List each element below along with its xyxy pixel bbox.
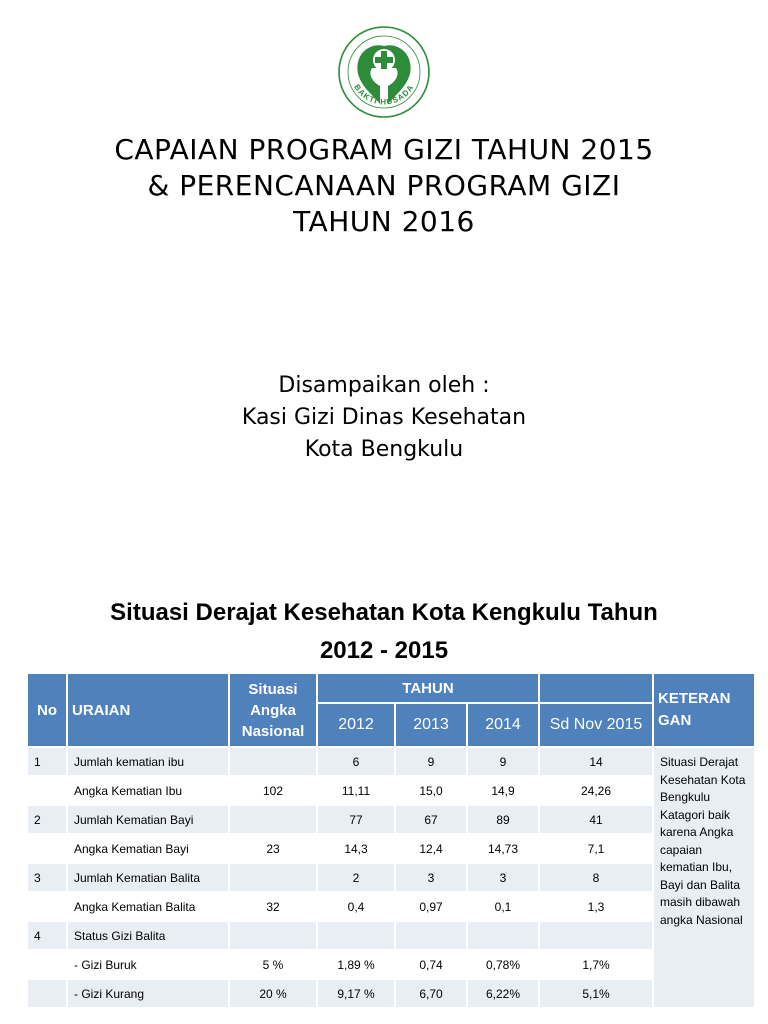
header-keterangan: KETERAN GAN	[653, 673, 755, 747]
cell-situasi	[229, 863, 317, 892]
cell-no: 2	[27, 805, 67, 834]
cell-2012: 14,3	[317, 834, 395, 863]
cell-no: 4	[27, 921, 67, 950]
cell-uraian: Angka Kematian Bayi	[67, 834, 229, 863]
cell-2015: 7,1	[539, 834, 653, 863]
cell-2013: 0,74	[395, 950, 467, 979]
cell-situasi	[229, 747, 317, 776]
header-blank	[539, 673, 653, 703]
cell-situasi: 32	[229, 892, 317, 921]
presenter-info	[20, 370, 748, 466]
cell-2015: 8	[539, 863, 653, 892]
cell-2012: 2	[317, 863, 395, 892]
cell-2013: 0,97	[395, 892, 467, 921]
cell-situasi: 23	[229, 834, 317, 863]
cell-situasi	[229, 805, 317, 834]
cell-uraian: Angka Kematian Ibu	[67, 776, 229, 805]
cell-no	[27, 776, 67, 805]
header-uraian: URAIAN	[67, 673, 229, 747]
table-row	[27, 950, 755, 979]
cell-2014	[467, 921, 539, 950]
header-year-2015: Sd Nov 2015	[539, 703, 653, 747]
cell-no: 3	[27, 863, 67, 892]
table-title-line-2: 2012 - 2015	[319, 637, 449, 664]
cell-uraian: Status Gizi Balita	[67, 921, 229, 950]
table-row	[27, 979, 755, 1008]
title-line-2: & PERENCANAAN PROGRAM GIZI	[147, 169, 621, 202]
table-title-line-1: Situasi Derajat Kesehatan Kota Kengkulu Tahun	[110, 599, 658, 626]
cell-2014: 9	[467, 747, 539, 776]
cell-no	[27, 950, 67, 979]
presenter-line-1: Disampaikan oleh :	[278, 373, 490, 398]
cell-2013: 67	[395, 805, 467, 834]
cell-2012	[317, 921, 395, 950]
cell-2013: 15,0	[395, 776, 467, 805]
table-slide-title	[20, 594, 748, 670]
cell-situasi: 5 %	[229, 950, 317, 979]
cell-2012: 6	[317, 747, 395, 776]
table-row	[27, 921, 755, 950]
cell-2015: 5,1%	[539, 979, 653, 1008]
cell-uraian: Jumlah Kematian Bayi	[67, 805, 229, 834]
table-row	[27, 892, 755, 921]
cell-2014: 14,73	[467, 834, 539, 863]
cell-2014: 3	[467, 863, 539, 892]
cell-situasi: 102	[229, 776, 317, 805]
cell-2013	[395, 921, 467, 950]
title-line-1: CAPAIAN PROGRAM GIZI TAHUN 2015	[114, 133, 654, 166]
cell-2015	[539, 921, 653, 950]
slide-title	[20, 132, 748, 240]
table-row	[27, 747, 755, 776]
svg-text:BAKTI HUSADA: BAKTI HUSADA	[352, 82, 416, 107]
cell-2015: 14	[539, 747, 653, 776]
cell-situasi	[229, 921, 317, 950]
presenter-line-2: Kasi Gizi Dinas Kesehatan	[241, 405, 527, 430]
cell-no: 1	[27, 747, 67, 776]
cell-2013: 12,4	[395, 834, 467, 863]
cell-no	[27, 892, 67, 921]
cell-2015: 24,26	[539, 776, 653, 805]
table-row	[27, 863, 755, 892]
cell-2013: 6,70	[395, 979, 467, 1008]
header-situasi: Situasi Angka Nasional	[229, 673, 317, 747]
cell-2014: 6,22%	[467, 979, 539, 1008]
health-status-table	[26, 672, 756, 1009]
cell-no	[27, 834, 67, 863]
cell-2012: 1,89 %	[317, 950, 395, 979]
cell-uraian: Angka Kematian Balita	[67, 892, 229, 921]
cell-2012: 11,11	[317, 776, 395, 805]
cell-2014: 0,78%	[467, 950, 539, 979]
cell-2015: 41	[539, 805, 653, 834]
table-row	[27, 834, 755, 863]
cell-no	[27, 979, 67, 1008]
cell-2012: 77	[317, 805, 395, 834]
cell-2014: 14,9	[467, 776, 539, 805]
header-year-2012: 2012	[317, 703, 395, 747]
cell-situasi: 20 %	[229, 979, 317, 1008]
presenter-line-3: Kota Bengkulu	[304, 437, 464, 462]
cell-uraian: Jumlah kematian ibu	[67, 747, 229, 776]
header-year-2013: 2013	[395, 703, 467, 747]
cell-2015: 1,7%	[539, 950, 653, 979]
cell-uraian: Jumlah Kematian Balita	[67, 863, 229, 892]
header-no: No	[27, 673, 67, 747]
bakti-husada-logo-icon	[336, 24, 432, 120]
cell-2014: 0,1	[467, 892, 539, 921]
keterangan-cell: Situasi Derajat Kesehatan Kota Bengkulu Katagori baik karena Angka capaian kematian Ibu, Bayi dan Balita masih dibawah angka Nasional	[653, 747, 755, 1008]
table-row	[27, 776, 755, 805]
cell-2012: 0,4	[317, 892, 395, 921]
title-line-3: TAHUN 2016	[293, 205, 475, 238]
cell-2015: 1,3	[539, 892, 653, 921]
cell-uraian: - Gizi Buruk	[67, 950, 229, 979]
cell-2013: 3	[395, 863, 467, 892]
cell-uraian: - Gizi Kurang	[67, 979, 229, 1008]
table-row	[27, 805, 755, 834]
header-year-2014: 2014	[467, 703, 539, 747]
header-tahun: TAHUN	[317, 673, 539, 703]
cell-2014: 89	[467, 805, 539, 834]
cell-2013: 9	[395, 747, 467, 776]
cell-2012: 9,17 %	[317, 979, 395, 1008]
